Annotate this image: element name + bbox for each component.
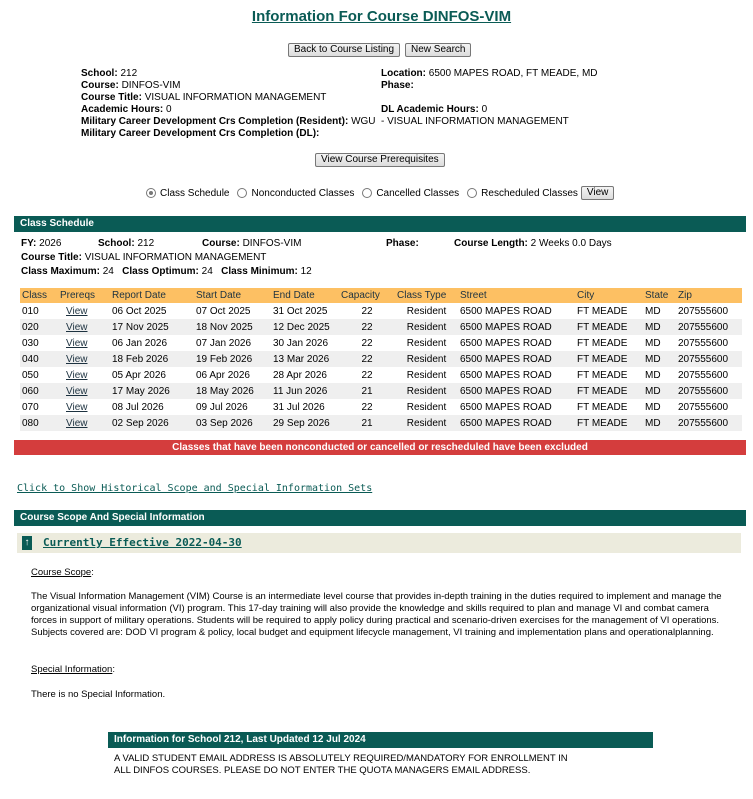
col-class: Class (20, 288, 58, 303)
cell-state: MD (643, 383, 676, 399)
cell-prereqs (58, 367, 110, 383)
cell-class: 060 (20, 383, 58, 399)
school-label: School: (81, 68, 118, 79)
cell-report-date: 17 Nov 2025 (110, 319, 194, 335)
fy-row: FY: 2026 (21, 238, 62, 249)
cell-class-type: Resident (395, 351, 458, 367)
table-row (20, 383, 742, 399)
sched-phase-row: Phase: (386, 238, 419, 249)
col-street: Street (458, 288, 575, 303)
fy-value: 2026 (39, 238, 62, 249)
cell-city: FT MEADE (575, 399, 643, 415)
cell-street: 6500 MAPES ROAD (458, 319, 575, 335)
mcd-dl-label: Military Career Development Crs Completion (DL): (81, 128, 320, 139)
dl-hours-value: 0 (481, 104, 488, 115)
col-class-type: Class Type (395, 288, 458, 303)
class-schedule-header: Class Schedule (14, 216, 746, 232)
cell-class: 070 (20, 399, 58, 415)
mcd-dl-row (81, 128, 319, 140)
col-capacity: Capacity (339, 288, 395, 303)
cell-start-date: 19 Feb 2026 (194, 351, 271, 367)
cell-start-date: 03 Sep 2026 (194, 415, 271, 431)
cell-state: MD (643, 335, 676, 351)
course-scope-header: Course Scope And Special Information (14, 510, 746, 526)
course-label: Course: (81, 80, 119, 91)
mcd-resident-label: Military Career Development Crs Completion (Resident): (81, 116, 349, 127)
mcd-resident-row (81, 116, 376, 128)
cell-capacity: 22 (339, 367, 395, 383)
view-prereqs-link[interactable]: View (66, 417, 88, 429)
cell-zip: 207555600 (676, 367, 742, 383)
cell-city: FT MEADE (575, 415, 643, 431)
course-length-row: Course Length: 2 Weeks 0.0 Days (454, 238, 612, 249)
cell-class: 080 (20, 415, 58, 431)
cell-street: 6500 MAPES ROAD (458, 303, 575, 319)
cell-street: 6500 MAPES ROAD (458, 383, 575, 399)
cell-zip: 207555600 (676, 319, 742, 335)
cell-class-type: Resident (395, 415, 458, 431)
cell-street: 6500 MAPES ROAD (458, 351, 575, 367)
cell-report-date: 05 Apr 2026 (110, 367, 194, 383)
col-prereqs: Prereqs (58, 288, 110, 303)
cell-capacity: 22 (339, 399, 395, 415)
cell-zip: 207555600 (676, 351, 742, 367)
table-row (20, 303, 742, 319)
historical-scope-link[interactable]: Click to Show Historical Scope and Special Information Sets (17, 483, 373, 494)
wgu-description: - VISUAL INFORMATION MANAGEMENT (381, 116, 569, 127)
school-info-text: A VALID STUDENT EMAIL ADDRESS IS ABSOLUTELY REQUIRED/MANDATORY FOR ENROLLMENT IN ALL DINFOS COURSES. PLEASE DO NOT ENTER THE QUOTA MANAGERS EMAIL ADDRESS. (114, 753, 568, 776)
table-row (20, 367, 742, 383)
cell-report-date: 02 Sep 2026 (110, 415, 194, 431)
table-row (20, 415, 742, 431)
cell-class: 020 (20, 319, 58, 335)
cell-prereqs (58, 303, 110, 319)
course-scope-label: Course Scope (31, 567, 92, 578)
cell-zip: 207555600 (676, 399, 742, 415)
cell-capacity: 22 (339, 351, 395, 367)
class-max-value: 24 (102, 266, 114, 277)
course-scope-text: The Visual Information Management (VIM) Course is an intermediate level course that provides in-depth training in the duties required to implement and manage the organizational visual information (VI) program. This 17-day training will also provide the knowledge and skills required to plan and manage VI and combat camera forces in support of military operations. Students will be required to apply policy during practical and scenario-driven exercises for the management of VI operations. Subjects covered are: DOD VI program & policy, local budget and equipment lifecycle management, VI training and implementation plans and operationalplanning. (31, 591, 722, 638)
cell-zip: 207555600 (676, 383, 742, 399)
cell-report-date: 06 Oct 2025 (110, 303, 194, 319)
radio-nonconducted-classes[interactable]: Nonconducted Classes (237, 188, 354, 199)
radio-rescheduled-classes[interactable]: Rescheduled Classes (467, 188, 578, 199)
cell-zip: 207555600 (676, 303, 742, 319)
col-state: State (643, 288, 676, 303)
radio-icon[interactable] (237, 188, 247, 198)
table-row (20, 351, 742, 367)
class-schedule-table (20, 288, 742, 431)
cell-start-date: 18 Nov 2025 (194, 319, 271, 335)
col-end-date: End Date (271, 288, 339, 303)
cell-prereqs (58, 399, 110, 415)
cell-city: FT MEADE (575, 351, 643, 367)
cell-city: FT MEADE (575, 319, 643, 335)
course-length-value: 2 Weeks 0.0 Days (530, 238, 612, 249)
cell-street: 6500 MAPES ROAD (458, 335, 575, 351)
academic-hours-value: 0 (166, 104, 172, 115)
cell-report-date: 06 Jan 2026 (110, 335, 194, 351)
view-course-prerequisites-button[interactable]: View Course Prerequisites (315, 153, 445, 167)
location-label: Location: (381, 68, 426, 79)
course-scope-label-row: Course Scope: (31, 567, 94, 578)
cell-state: MD (643, 399, 676, 415)
course-title-value: VISUAL INFORMATION MANAGEMENT (144, 92, 327, 103)
course-title-row (81, 92, 326, 104)
cell-class: 030 (20, 335, 58, 351)
cell-class-type: Resident (395, 303, 458, 319)
view-prereqs-link[interactable]: View (66, 401, 88, 413)
cell-class-type: Resident (395, 319, 458, 335)
dl-hours-row (381, 104, 487, 116)
dl-hours-label: DL Academic Hours: (381, 104, 479, 115)
cell-capacity: 21 (339, 383, 395, 399)
sched-course-title-value: VISUAL INFORMATION MANAGEMENT (84, 252, 267, 263)
class-size-row: Class Maximum: 24 Class Optimum: 24 Class Minimum: 12 (21, 266, 312, 277)
course-value: DINFOS-VIM (121, 80, 181, 91)
sched-course-value: DINFOS-VIM (242, 238, 302, 249)
view-prereqs-link[interactable]: View (66, 353, 88, 365)
table-header-row (20, 288, 742, 303)
class-min-value: 12 (300, 266, 312, 277)
cell-end-date: 29 Sep 2026 (271, 415, 339, 431)
academic-hours-label: Academic Hours: (81, 104, 164, 115)
cell-end-date: 31 Jul 2026 (271, 399, 339, 415)
class-opt-value: 24 (201, 266, 213, 277)
phase-label: Phase: (381, 80, 414, 91)
cell-end-date: 31 Oct 2025 (271, 303, 339, 319)
cell-city: FT MEADE (575, 335, 643, 351)
sched-school-row: School: 212 (98, 238, 155, 249)
cell-end-date: 11 Jun 2026 (271, 383, 339, 399)
cell-start-date: 18 May 2026 (194, 383, 271, 399)
collapse-arrow-icon[interactable]: ↑ (22, 536, 32, 550)
cell-zip: 207555600 (676, 335, 742, 351)
cell-class: 040 (20, 351, 58, 367)
cell-prereqs (58, 319, 110, 335)
cell-prereqs (58, 415, 110, 431)
school-value: 212 (120, 68, 138, 79)
cell-capacity: 22 (339, 303, 395, 319)
radio-cancelled-classes[interactable]: Cancelled Classes (362, 188, 459, 199)
phase-row (381, 80, 414, 92)
cell-start-date: 07 Oct 2025 (194, 303, 271, 319)
school-row (81, 68, 137, 80)
school-info-header: Information for School 212, Last Updated 12 Jul 2024 (108, 732, 653, 748)
radio-class-schedule[interactable]: Class Schedule (146, 188, 229, 199)
cell-class-type: Resident (395, 399, 458, 415)
mcd-resident-value: WGU (351, 116, 376, 127)
cell-class: 050 (20, 367, 58, 383)
cell-class-type: Resident (395, 367, 458, 383)
cell-capacity: 22 (339, 335, 395, 351)
view-filter-button[interactable]: View (581, 186, 615, 200)
academic-hours-row (81, 104, 172, 116)
cell-street: 6500 MAPES ROAD (458, 367, 575, 383)
location-value: 6500 MAPES ROAD, FT MEADE, MD (428, 68, 598, 79)
cell-city: FT MEADE (575, 303, 643, 319)
cell-state: MD (643, 303, 676, 319)
cell-state: MD (643, 319, 676, 335)
cell-class: 010 (20, 303, 58, 319)
cell-end-date: 12 Dec 2025 (271, 319, 339, 335)
view-prereqs-link[interactable]: View (66, 321, 88, 333)
page-title: Information For Course DINFOS-VIM (251, 8, 512, 25)
sched-course-title-row: Course Title: VISUAL INFORMATION MANAGEMENT (21, 252, 267, 263)
cell-capacity: 21 (339, 415, 395, 431)
cell-class-type: Resident (395, 335, 458, 351)
view-prereqs-link[interactable]: View (66, 305, 88, 317)
cell-city: FT MEADE (575, 383, 643, 399)
col-city: City (575, 288, 643, 303)
col-report-date: Report Date (110, 288, 194, 303)
special-info-text: There is no Special Information. (31, 689, 166, 700)
new-search-button[interactable]: New Search (405, 43, 471, 57)
currently-effective-link[interactable]: Currently Effective 2022-04-30 (43, 536, 242, 549)
cell-state: MD (643, 351, 676, 367)
table-row (20, 319, 742, 335)
currently-effective-bar (17, 533, 741, 553)
back-to-course-listing-button[interactable]: Back to Course Listing (288, 43, 400, 57)
cell-end-date: 28 Apr 2026 (271, 367, 339, 383)
schedule-filter-group (146, 186, 614, 200)
cell-start-date: 09 Jul 2026 (194, 399, 271, 415)
sched-school-value: 212 (137, 238, 155, 249)
col-start-date: Start Date (194, 288, 271, 303)
cell-street: 6500 MAPES ROAD (458, 399, 575, 415)
course-title-label: Course Title: (81, 92, 142, 103)
cell-prereqs (58, 351, 110, 367)
table-row (20, 399, 742, 415)
col-zip: Zip (676, 288, 742, 303)
course-row (81, 80, 180, 92)
radio-icon[interactable] (467, 188, 477, 198)
cell-start-date: 06 Apr 2026 (194, 367, 271, 383)
table-row (20, 335, 742, 351)
cell-state: MD (643, 367, 676, 383)
location-row (381, 68, 598, 80)
cell-end-date: 13 Mar 2026 (271, 351, 339, 367)
cell-capacity: 22 (339, 319, 395, 335)
cell-street: 6500 MAPES ROAD (458, 415, 575, 431)
cell-prereqs (58, 335, 110, 351)
cell-state: MD (643, 415, 676, 431)
cell-report-date: 17 May 2026 (110, 383, 194, 399)
special-info-label-row: Special Information: (31, 664, 115, 675)
sched-course-row: Course: DINFOS-VIM (202, 238, 302, 249)
cell-end-date: 30 Jan 2026 (271, 335, 339, 351)
view-prereqs-link[interactable]: View (66, 337, 88, 349)
special-info-label: Special Information (31, 664, 113, 675)
view-prereqs-link[interactable]: View (66, 369, 88, 381)
cell-zip: 207555600 (676, 415, 742, 431)
view-prereqs-link[interactable]: View (66, 385, 88, 397)
radio-selected-icon[interactable] (146, 188, 156, 198)
cell-class-type: Resident (395, 383, 458, 399)
cell-report-date: 18 Feb 2026 (110, 351, 194, 367)
cell-start-date: 07 Jan 2026 (194, 335, 271, 351)
radio-icon[interactable] (362, 188, 372, 198)
cell-prereqs (58, 383, 110, 399)
cell-city: FT MEADE (575, 367, 643, 383)
excluded-classes-notice: Classes that have been nonconducted or cancelled or rescheduled have been excluded (14, 440, 746, 455)
cell-report-date: 08 Jul 2026 (110, 399, 194, 415)
